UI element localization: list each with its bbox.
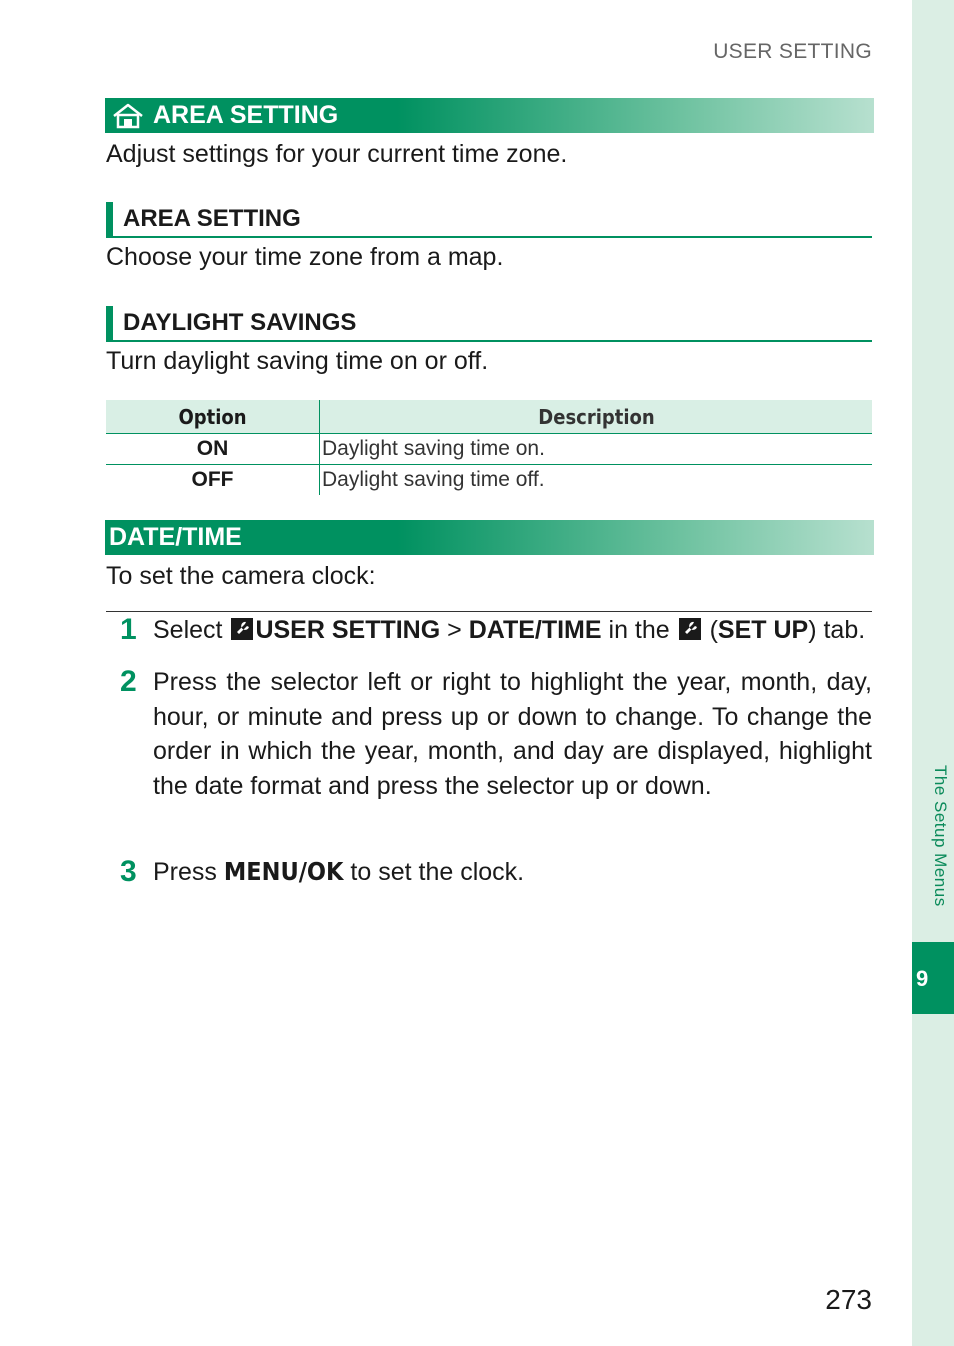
table-header-description: Description xyxy=(320,400,873,434)
section-banner-area-setting xyxy=(105,98,874,133)
table-header-row xyxy=(106,400,872,434)
step-number: 1 xyxy=(120,613,137,646)
subheading-area-setting: AREA SETTING xyxy=(106,202,872,238)
subheading-text: Turn daylight saving time on or off. xyxy=(106,347,489,375)
step-number: 2 xyxy=(120,665,137,698)
subheading-daylight-savings: DAYLIGHT SAVINGS xyxy=(106,306,872,342)
home-icon xyxy=(111,102,145,130)
step-2 xyxy=(120,665,872,803)
step-text: Press MENU/OK to set the clock. xyxy=(153,857,525,886)
option-description: Daylight saving time off. xyxy=(320,465,873,496)
option-value: ON xyxy=(106,434,320,465)
table-header-option: Option xyxy=(106,400,320,434)
step-text: Press the selector left or right to highlight the year, month, day, hour, or minute and press up or down to change. To change the order in which the year, month, and day are displayed, highlight the date format and press the selector up or down. xyxy=(153,668,872,800)
chapter-sidebar xyxy=(912,0,954,1346)
menu-ok-button-label: MENU/OK xyxy=(223,857,344,886)
table-row xyxy=(106,434,872,465)
wrench-icon xyxy=(679,618,701,640)
step-1 xyxy=(120,613,872,648)
divider xyxy=(106,611,872,612)
step-text: Select USER SETTING > DATE/TIME in the (SET UP) tab. xyxy=(153,616,866,644)
section-banner-date-time xyxy=(105,520,874,555)
options-table xyxy=(106,400,872,495)
page-number: 273 xyxy=(825,1284,872,1315)
step-3 xyxy=(120,855,872,890)
step-number: 3 xyxy=(120,855,137,888)
chapter-number-tab[interactable]: 9 xyxy=(912,942,954,1014)
section-title: DATE/TIME xyxy=(109,523,242,551)
table-row xyxy=(106,465,872,496)
section-title: AREA SETTING xyxy=(153,101,339,129)
section-intro: Adjust settings for your current time zone. xyxy=(106,140,568,168)
chapter-title: The Setup Menus xyxy=(931,765,950,907)
subheading-text: Choose your time zone from a map. xyxy=(106,243,504,271)
option-value: OFF xyxy=(191,468,234,491)
wrench-icon xyxy=(231,618,253,640)
running-header: USER SETTING xyxy=(713,40,872,63)
section-intro: To set the camera clock: xyxy=(106,562,376,590)
option-description: Daylight saving time on. xyxy=(320,434,873,465)
